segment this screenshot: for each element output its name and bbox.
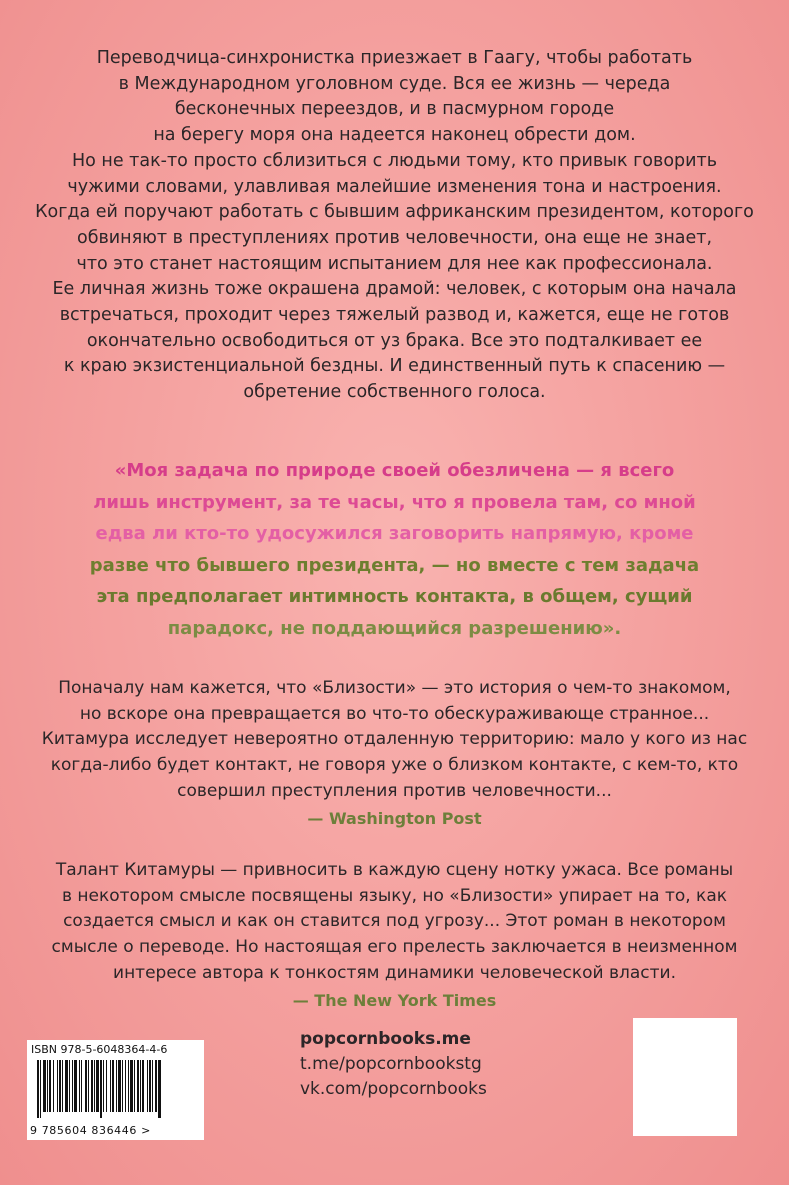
review-line: когда-либо будет контакт, не говоря уже о близком контакте, с кем-то, кто <box>50 755 739 776</box>
review-source: — The New York Times <box>292 990 497 1010</box>
description-line: обретение собственного голоса. <box>243 382 546 403</box>
description-line: на берегу моря она надеется наконец обрести дом. <box>153 125 636 146</box>
quote-line: эта предполагает интимность контакта, в общем, сущий <box>96 586 693 607</box>
publisher-links <box>300 1027 487 1102</box>
description-line: встречаться, проходит через тяжелый развод и, кажется, еще не готов <box>59 305 730 326</box>
description-line: окончательно освободиться от уз брака. Все это подталкивает ее <box>86 330 703 351</box>
quote-line: «Моя задача по природе своей обезличена — я всего <box>114 460 675 481</box>
review-line: создается смысл и как он ставится под угрозу... Этот роман в некотором <box>63 911 726 932</box>
review-line: Китамура исследует невероятно отдаленную территорию: мало у кого из нас <box>41 729 748 750</box>
website-link[interactable]: popcornbooks.me <box>300 1029 471 1049</box>
telegram-link[interactable]: t.me/popcornbookstg <box>300 1054 482 1074</box>
review-line: интересе автора к тонкостям динамики человеческой власти. <box>113 962 676 983</box>
review-washington-post <box>0 676 789 831</box>
review-source: — Washington Post <box>307 808 482 828</box>
description-line: чужими словами, улавливая малейшие изменения тона и настроения. <box>67 176 722 197</box>
description-line: что это станет настоящим испытанием для нее как профессионала. <box>76 253 713 274</box>
review-line: Талант Китамуры — привносить в каждую сцену нотку ужаса. Все романы <box>55 860 734 880</box>
isbn-label: ISBN 978-5-6048364-4-6 <box>31 1043 168 1056</box>
vk-link[interactable]: vk.com/popcornbooks <box>300 1079 487 1099</box>
book-description <box>0 46 789 406</box>
description-line: бесконечных переездов, и в пасмурном городе <box>174 99 615 120</box>
review-line: но вскоре она превращается во что-то обескураживающе странное... <box>79 703 710 724</box>
quote-line: разве что бывшего президента, — но вместе с тем задача <box>89 554 700 576</box>
blank-sticker-area <box>633 1018 737 1136</box>
review-line: смысле о переводе. Но настоящая его прелесть заключается в неизменном <box>51 937 738 958</box>
quote-line: едва ли кто-то удосужился заговорить напрямую, кроме <box>95 523 694 544</box>
barcode-bars-icon <box>37 1060 195 1118</box>
quote-line: лишь инструмент, за те часы, что я провела там, со мной <box>93 491 696 513</box>
review-new-york-times <box>0 858 789 1013</box>
quote-line: парадокс, не поддающийся разрешению». <box>167 617 622 639</box>
isbn-barcode <box>27 1040 204 1140</box>
description-line: Переводчица-синхронистка приезжает в Гаагу, чтобы работать <box>96 48 693 68</box>
description-line: в Международном уголовном суде. Вся ее жизнь — череда <box>118 73 671 94</box>
pull-quote <box>0 455 789 644</box>
review-line: совершил преступления против человечности... <box>177 780 612 801</box>
review-line: Поначалу нам кажется, что «Близости» — это история о чем-то знакомом, <box>58 678 731 698</box>
barcode-digits: 9 785604 836446 > <box>30 1124 151 1137</box>
description-line: Когда ей поручают работать с бывшим африканским президентом, которого <box>35 202 754 223</box>
description-line: к краю экзистенциальной бездны. И единственный путь к спасению — <box>63 356 726 377</box>
review-line: в некотором смысле посвящены языку, но «Близости» упирает на то, как <box>61 885 728 906</box>
description-line: Но не так-то просто сблизиться с людьми тому, кто привык говорить <box>71 150 718 171</box>
description-line: обвиняют в преступлениях против человечности, она еще не знает, <box>76 227 713 248</box>
description-line: Ее личная жизнь тоже окрашена драмой: человек, с которым она начала <box>52 279 737 300</box>
